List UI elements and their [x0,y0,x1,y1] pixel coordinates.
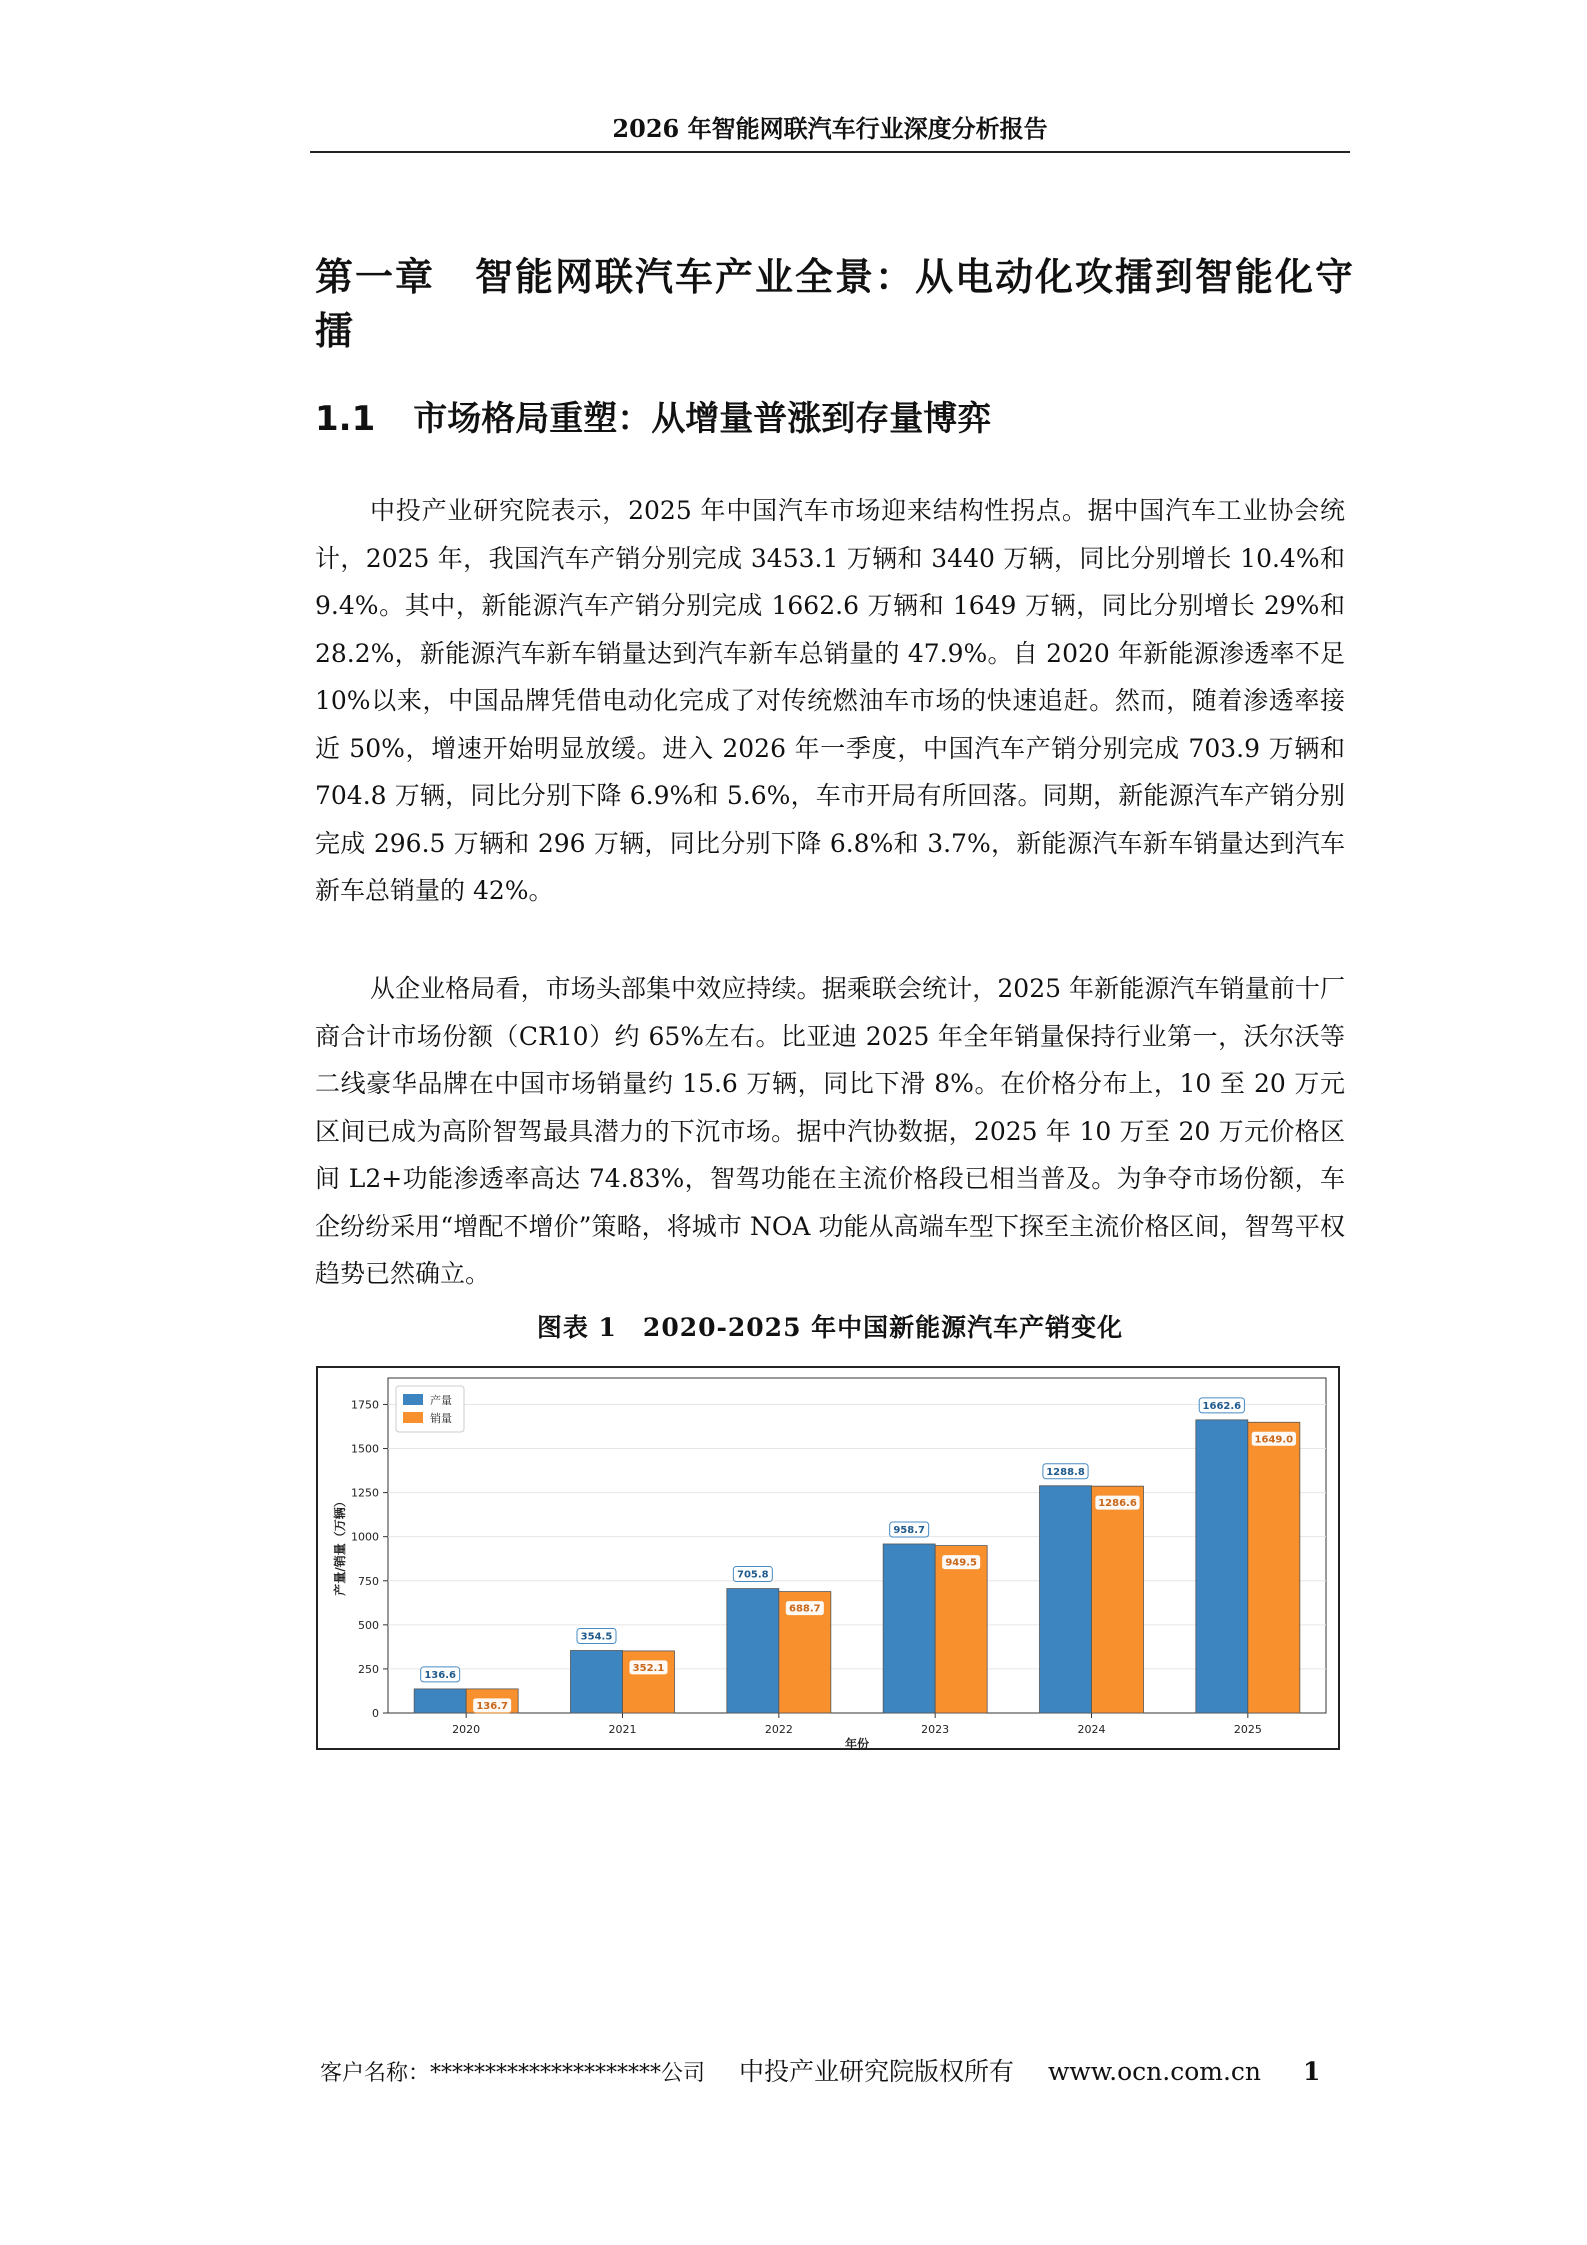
data-label: 949.5 [945,1557,977,1569]
y-tick-label: 1750 [351,1398,379,1412]
plot-area [388,1378,1326,1713]
y-tick-label: 500 [358,1618,379,1632]
legend-swatch [403,1394,423,1405]
y-axis-title: 产量/销量（万辆） [333,1495,347,1596]
footer-website: www.ocn.com.cn [1047,2057,1262,2086]
data-label: 354.5 [580,1631,613,1643]
data-label: 136.7 [476,1700,508,1712]
chapter-title: 第一章 智能网联汽车产业全景：从电动化攻擂到智能化守擂 [315,254,1356,353]
y-tick-label: 750 [358,1574,379,1588]
data-label: 1662.6 [1202,1400,1242,1412]
chart-frame [316,1366,1340,1750]
x-tick-label: 2022 [764,1723,793,1736]
bar-production [1040,1486,1092,1713]
report-header-title: 2026 年智能网联汽车行业深度分析报告 [612,114,1048,143]
footer-client: 客户名称：*********************公司 [320,2061,706,2086]
data-label: 1286.6 [1098,1498,1137,1510]
section-number: 1.1 [315,399,376,439]
legend-swatch [403,1412,423,1423]
figure-caption: 图表 1 2020-2025 年中国新能源汽车产销变化 [536,1313,1124,1342]
x-tick-label: 2024 [1077,1723,1106,1736]
legend-box [396,1386,464,1432]
bar-production [1196,1420,1248,1713]
x-tick-label: 2020 [452,1723,481,1736]
bar-production [727,1589,779,1713]
y-tick-label: 1500 [351,1442,379,1456]
x-tick-label: 2021 [608,1723,637,1736]
legend-label: 销量 [430,1412,452,1425]
section-heading [315,395,1355,443]
data-label: 136.6 [424,1669,456,1681]
y-tick-label: 1000 [351,1530,379,1544]
x-axis-title: 年份 [844,1737,870,1748]
data-label: 705.8 [737,1569,769,1581]
data-label: 1288.8 [1046,1466,1085,1478]
nev-production-sales-bar-chart [318,1368,1338,1748]
y-tick-label: 1250 [351,1486,379,1500]
x-tick-label: 2023 [921,1723,950,1736]
header-divider [310,151,1350,153]
y-tick-label: 0 [372,1707,379,1720]
data-label: 688.7 [789,1603,821,1615]
page-footer [320,2055,1350,2091]
bar-production [571,1650,623,1713]
footer-copyright: 中投产业研究院版权所有 [738,2057,1014,2086]
bar-sales [1248,1422,1300,1713]
section-title: 市场格局重塑：从增量普涨到存量博弈 [413,399,992,439]
bar-production [414,1689,466,1713]
bar-sales [1092,1486,1144,1713]
body-paragraph-2: 从企业格局看，市场头部集中效应持续。据乘联会统计，2025 年新能源汽车销量前十厂商合计市场份额（CR10）约 65%左右。比亚迪 2025 年全年销量保持行业第一，沃尔沃等二线豪华品牌在中国市场销量约 15.6 万辆，同比下滑 8%。在价格分布上，10 至 20 万元区间已成为高阶智驾最具潜力的下沉市场。据中汽协数据，2025 年 10 万至 20 万元价格区间 L2+功能渗透率高达 74.83%，智驾功能在主流价格段已相当普及。为争夺市场份额，车企纷纷采用“增配不增价”策略，将城市 NOA 功能从高端车型下探至主流价格区间，智驾平权趋势已然确立。 [315,974,1345,1288]
data-label: 1649.0 [1254,1434,1294,1446]
footer-page-number: 1 [1302,2057,1321,2086]
data-label: 958.7 [893,1524,925,1536]
x-tick-label: 2025 [1233,1723,1262,1736]
legend-label: 产量 [430,1394,452,1407]
bar-sales [935,1546,987,1713]
bar-production [883,1544,935,1713]
body-paragraph-1: 中投产业研究院表示，2025 年中国汽车市场迎来结构性拐点。据中国汽车工业协会统计，2025 年，我国汽车产销分别完成 3453.1 万辆和 3440 万辆，同比分别增长 10.4%和 9.4%。其中，新能源汽车产销分别完成 1662.6 万辆和 1649 万辆，同比分别增长 29%和 28.2%，新能源汽车新车销量达到汽车新车总销量的 47.9%。自 2020 年新能源渗透率不足 10%以来，中国品牌凭借电动化完成了对传统燃油车市场的快速追赶。然而，随着渗透率接近 50%，增速开始明显放缓。进入 2026 年一季度，中国汽车产销分别完成 703.9 万辆和 704.8 万辆，同比分别下降 6.9%和 5.6%，车市开局有所回落。同期，新能源汽车产销分别完成 296.5 万辆和 296 万辆，同比分别下降 6.8%和 3.7%，新能源汽车新车销量达到汽车新车总销量的 42%。 [315,496,1345,905]
data-label: 352.1 [632,1662,665,1674]
y-tick-label: 250 [358,1662,379,1676]
